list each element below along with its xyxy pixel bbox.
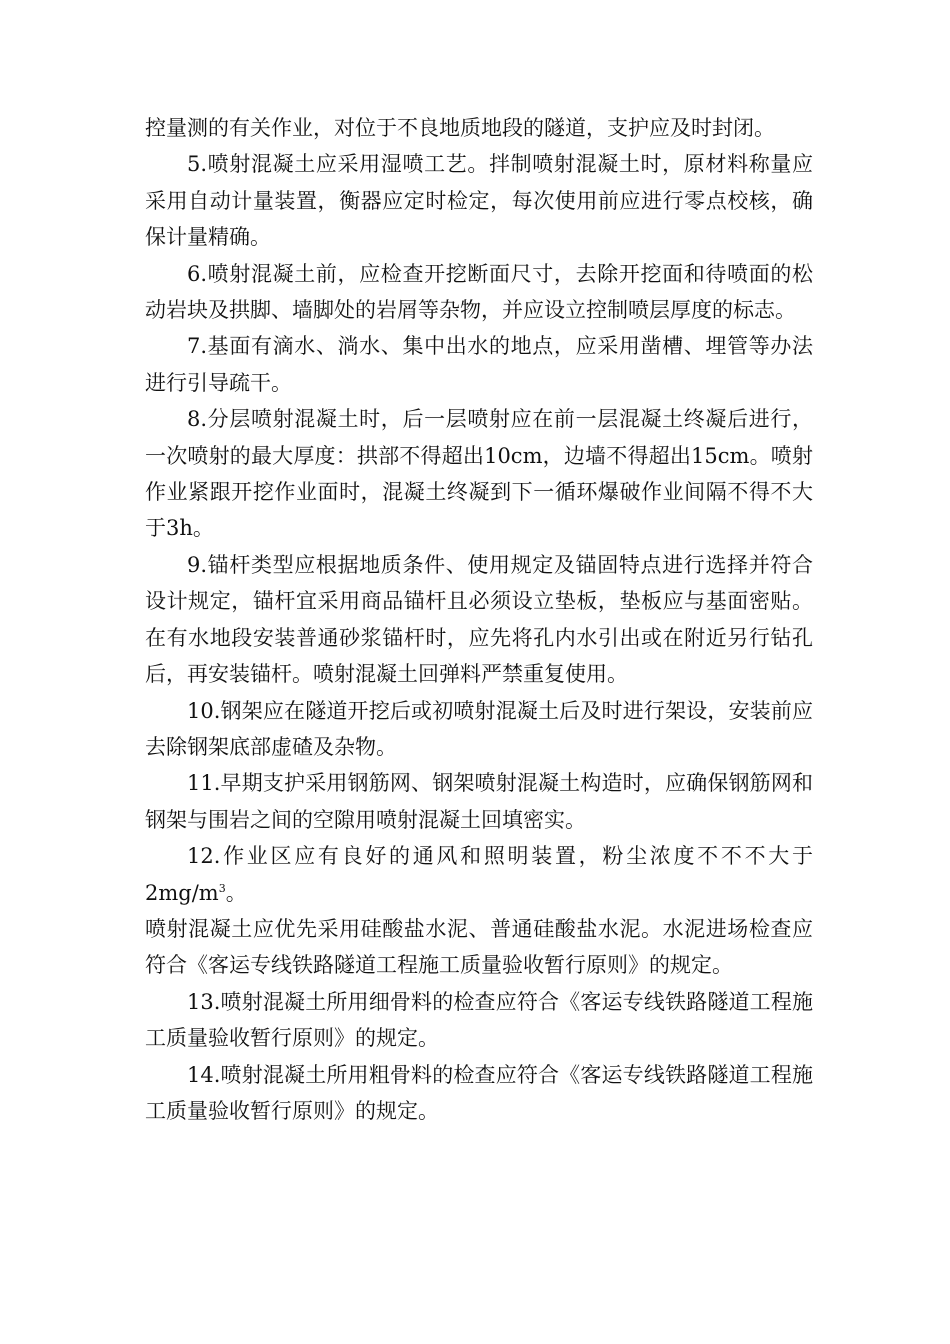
paragraph-continuation: 控量测的有关作业，对位于不良地质地段的隧道，支护应及时封闭。 [145,116,775,140]
paragraph-item-7: 7.基面有滴水、淌水、集中出水的地点，应采用凿槽、埋管等办法进行引导疏干。 [145,334,813,395]
unit-superscript: 3 [218,881,226,895]
paragraph-item-8: 8.分层喷射混凝土时，后一层喷射应在前一层混凝土终凝后进行，一次喷射的最大厚度：拱部不得超出10cm，边墙不得超出15cm。喷射作业紧跟开挖作业面时，混凝土终凝到下一循环爆破作业间隔不得不大于3h。 [145,407,813,541]
paragraph-item-14: 14.喷射混凝土所用粗骨料的检查应符合《客运专线铁路隧道工程施工质量验收暂行原则》的规定。 [145,1062,813,1123]
item-12-text: 12.作业区应有良好的通风和照明装置，粉尘浓度不不不大于2mg/m [145,844,813,905]
paragraph-item-5: 5.喷射混凝土应采用湿喷工艺。拌制喷射混凝土时，原材料称量应采用自动计量装置，衡器应定时检定，每次使用前应进行零点校核，确保计量精确。 [145,152,813,250]
paragraph-item-6: 6.喷射混凝土前，应检查开挖断面尺寸，去除开挖面和待喷面的松动岩块及拱脚、墙脚处的岩屑等杂物，并应设立控制喷层厚度的标志。 [145,261,813,323]
paragraph-item-10: 10.钢架应在隧道开挖后或初喷射混凝土后及时进行架设，安装前应去除钢架底部虚碴及杂物。 [145,698,813,759]
document-body [145,110,813,1129]
paragraph-item-9: 9.锚杆类型应根据地质条件、使用规定及锚固特点进行选择并符合设计规定，锚杆宜采用商品锚杆且必须设立垫板，垫板应与基面密贴。在有水地段安装普通砂浆锚杆时，应先将孔内水引出或在附近另行钻孔后，再安装锚杆。喷射混凝土回弹料严禁重复使用。 [145,552,813,687]
paragraph-cement-note: 喷射混凝土应优先采用硅酸盐水泥、普通硅酸盐水泥。水泥进场检查应符合《客运专线铁路隧道工程施工质量验收暂行原则》的规定。 [145,916,813,978]
item-12-suffix: 。 [225,880,247,905]
paragraph-item-11: 11.早期支护采用钢筋网、钢架喷射混凝土构造时，应确保钢筋网和钢架与围岩之间的空隙用喷射混凝土回填密实。 [145,771,813,832]
paragraph-item-13: 13.喷射混凝土所用细骨料的检查应符合《客运专线铁路隧道工程施工质量验收暂行原则》的规定。 [145,989,813,1051]
paragraph-item-12 [145,838,813,911]
